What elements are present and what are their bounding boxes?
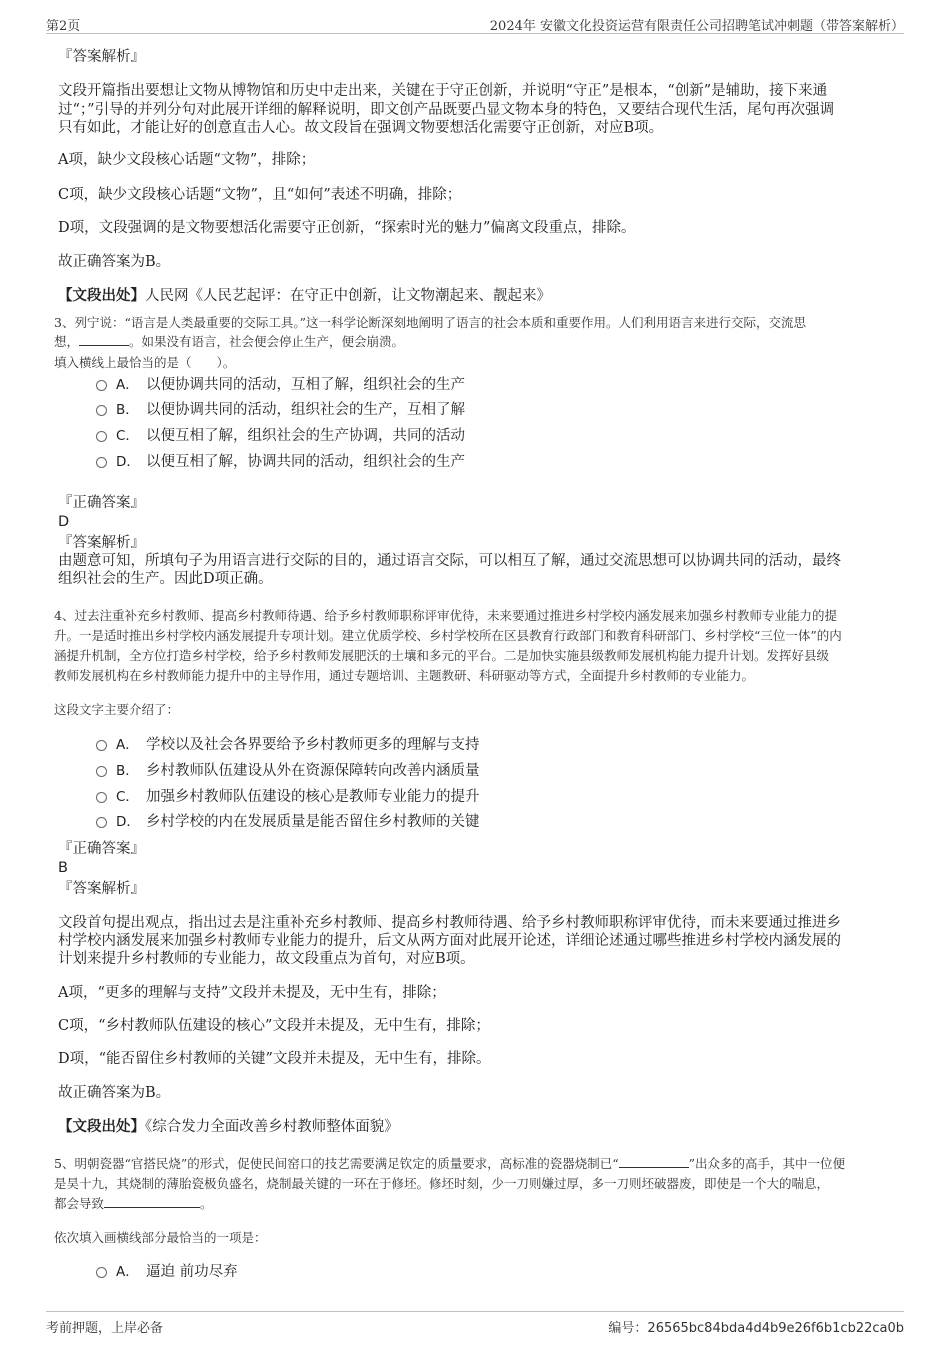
q5-fill-blank-1 (619, 1167, 689, 1168)
page-number: 第2页 (46, 19, 81, 34)
radio-icon[interactable] (96, 431, 107, 442)
q2-conclusion: 故正确答案为B。 (58, 254, 171, 270)
q4-note-c: C项，“乡村教师队伍建设的核心”文段并未提及，无中生有，排除； (58, 1018, 490, 1034)
q4-analysis-line-3: 计划来提升乡村教师的专业能力，故文段重点为首句，对应B项。 (58, 951, 475, 967)
q4-analysis-line-1: 文段首句提出观点，指出过去是注重补充乡村教师、提高乡村教师待遇、给予乡村教师职称评审优待，而未来要通过推进乡 (58, 915, 841, 931)
q4-source-text: 《综合发力全面改善乡村教师整体面貌》 (145, 1119, 399, 1135)
q3-analysis-label: 『答案解析』 (58, 535, 145, 551)
q4-note-d: D项，“能否留住乡村教师的关键”文段并未提及，无中生有，排除。 (58, 1051, 491, 1067)
q4-prompt: 这段文字主要介绍了： (54, 702, 180, 717)
q4-analysis-label: 『答案解析』 (58, 881, 145, 897)
q4-option-a[interactable]: A． 学校以及社会各界要给予乡村教师更多的理解与支持 (96, 736, 480, 754)
radio-icon[interactable] (96, 405, 107, 416)
page-header (46, 13, 904, 34)
footer-slogan: 考前押题，上岸必备 (46, 1321, 164, 1336)
q2-source (58, 286, 551, 306)
q4-option-b[interactable]: B． 乡村教师队伍建设从外在资源保障转向改善内涵质量 (96, 762, 480, 780)
q5-stem-line-3: 都会导致 。 (54, 1196, 213, 1211)
q2-analysis-line-3: 只有如此，才能让好的创意直击人心。故文段旨在强调文物要想活化需要守正创新，对应B项。 (58, 120, 664, 136)
q4-note-a: A项，“更多的理解与支持”文段并未提及，无中生有，排除； (58, 985, 446, 1001)
document-title: 2024年 安徽文化投资运营有限责任公司招聘笔试冲刺题（带答案解析） (489, 19, 904, 34)
page-footer (46, 1311, 904, 1336)
q3-answer: D (58, 514, 70, 530)
q5-fill-blank-2 (104, 1207, 200, 1208)
q4-analysis-line-2: 村学校内涵发展来加强乡村教师专业能力的提升，后文从两方面对此展开论述，详细论述通过哪些推进乡村学校内涵发展的 (58, 933, 841, 949)
q2-note-c: C项，缺少文段核心话题“文物”，且“如何”表述不明确，排除； (58, 187, 462, 203)
q3-option-d[interactable]: D． 以便互相了解，协调共同的活动，组织社会的生产 (96, 453, 465, 471)
document-code: 编号：26565bc84bda4d4b9e26f6b1cb22ca0b (608, 1321, 904, 1336)
q2-note-d: D项，文段强调的是文物要想活化需要守正创新，“探索时光的魅力”偏离文段重点，排除。 (58, 220, 636, 236)
q3-stem-line-1: 3、列宁说：“语言是人类最重要的交际工具。”这一科学论断深刻地阐明了语言的社会本质和重要作用。人们利用语言来进行交际，交流思 (54, 315, 806, 330)
q4-source (58, 1117, 399, 1137)
q2-source-text: 人民网《人民艺起评：在守正中创新，让文物潮起来、靓起来》 (145, 288, 551, 304)
q3-option-a[interactable]: A． 以便协调共同的活动，互相了解，组织社会的生产 (96, 376, 465, 394)
radio-icon[interactable] (96, 457, 107, 468)
q4-stem-line-4: 教师发展机构在乡村教师能力提升中的主导作用，通过专题培训、主题教研、科研驱动等方式，全面提升乡村教师的专业能力。 (54, 668, 755, 683)
q3-analysis-line-2: 组织社会的生产。因此D项正确。 (58, 571, 273, 587)
radio-icon[interactable] (96, 740, 107, 751)
q3-answer-label: 『正确答案』 (58, 495, 145, 511)
q3-option-b[interactable]: B． 以便协调共同的活动，组织社会的生产，互相了解 (96, 401, 465, 419)
q2-source-label: 【文段出处】 (58, 287, 145, 304)
q3-stem-line-2: 想， 。如果没有语言，社会便会停止生产，便会崩溃。 (54, 334, 405, 349)
q4-answer-label: 『正确答案』 (58, 841, 145, 857)
radio-icon[interactable] (96, 766, 107, 777)
q4-stem-line-2: 升。一是适时推出乡村学校内涵发展提升专项计划。建立优质学校、乡村学校所在区县教育行政部门和教育科研部门、乡村学校“三位一体”的内 (54, 628, 842, 643)
q4-stem-line-1: 4、过去注重补充乡村教师、提高乡村教师待遇、给予乡村教师职称评审优待，未来要通过推进乡村学校内涵发展来加强乡村教师专业能力的提 (54, 608, 837, 623)
q4-answer: B (58, 860, 68, 876)
q5-stem-line-1: 5、明朝瓷器“官搭民烧”的形式，促使民间窑口的技艺需要满足钦定的质量要求，高标准的瓷器烧制已“ ”出众多的高手，其中一位便 (54, 1156, 846, 1171)
q2-analysis-label: 『答案解析』 (58, 49, 145, 65)
q3-option-c[interactable]: C． 以便互相了解，组织社会的生产协调，共同的活动 (96, 427, 465, 445)
radio-icon[interactable] (96, 817, 107, 828)
q5-stem-line-2: 是昊十九，其烧制的薄胎瓷极负盛名，烧制最关键的一环在于修坯。修坯时刻，少一刀则嫌过厚，多一刀则坯破器废，即使是一个大的喘息， (54, 1176, 830, 1191)
q2-note-a: A项，缺少文段核心话题“文物”，排除； (58, 152, 316, 168)
q3-fill-blank (79, 345, 129, 346)
q4-conclusion: 故正确答案为B。 (58, 1085, 171, 1101)
q4-option-d[interactable]: D． 乡村学校的内在发展质量是能否留住乡村教师的关键 (96, 813, 480, 831)
q4-option-c[interactable]: C． 加强乡村教师队伍建设的核心是教师专业能力的提升 (96, 788, 480, 806)
q5-option-a[interactable]: A． 逼迫 前功尽弃 (96, 1263, 238, 1281)
q2-analysis-line-1: 文段开篇指出要想让文物从博物馆和历史中走出来，关键在于守正创新，并说明“守正”是根本，“创新”是辅助，接下来通 (58, 83, 828, 99)
radio-icon[interactable] (96, 1267, 107, 1278)
radio-icon[interactable] (96, 792, 107, 803)
q3-analysis-line-1: 由题意可知，所填句子为用语言进行交际的目的，通过语言交际，可以相互了解，通过交流思想可以协调共同的活动，最终 (58, 553, 841, 569)
radio-icon[interactable] (96, 380, 107, 391)
q4-source-label: 【文段出处】 (58, 1118, 145, 1135)
q4-stem-line-3: 涵提升机制，全方位打造乡村学校，给予乡村教师发展肥沃的土壤和多元的平台。二是加快实施县级教师发展机构能力提升计划。发挥好县级 (54, 648, 830, 663)
q5-prompt: 依次填入画横线部分最恰当的一项是： (54, 1230, 267, 1245)
q2-analysis-line-2: 过“；”引导的并列分句对此展开详细的解释说明，即文创产品既要凸显文物本身的特色，又要结合现代生活，尾句再次强调 (58, 102, 835, 118)
q3-prompt: 填入横线上最恰当的是（ ）。 (54, 355, 236, 370)
